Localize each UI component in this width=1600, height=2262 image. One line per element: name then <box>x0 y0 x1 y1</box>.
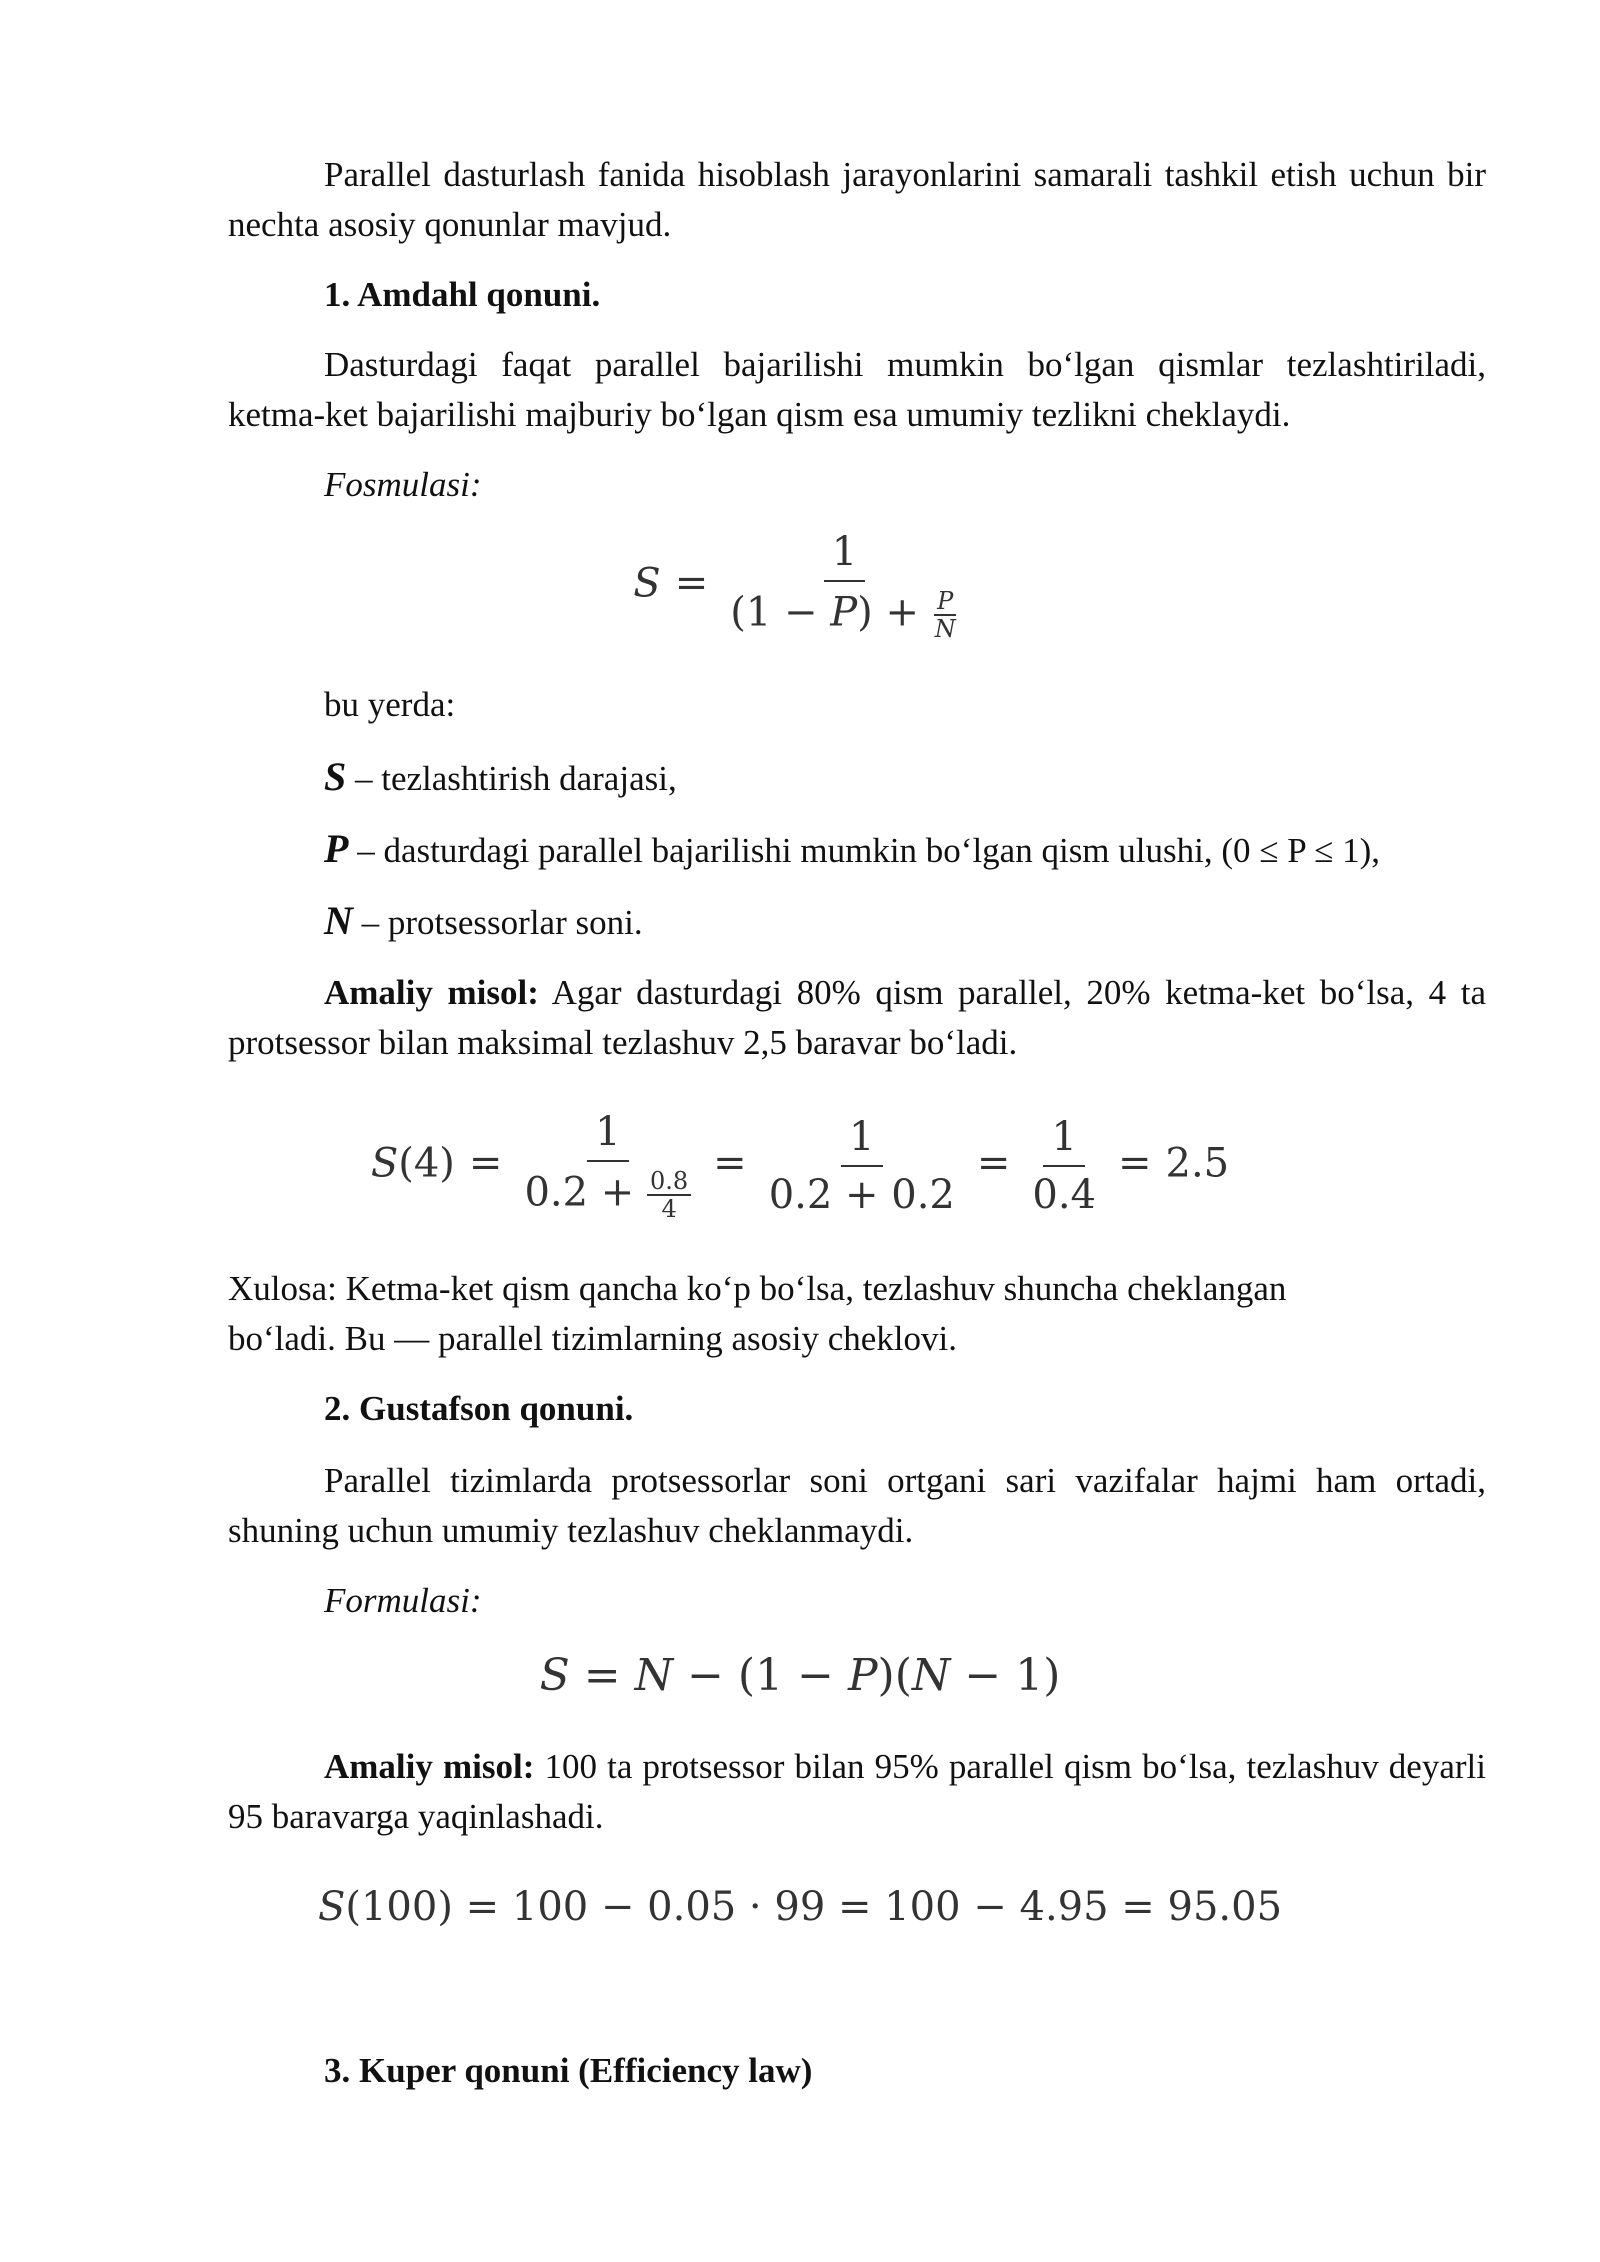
amdahl-heading: 1. Amdahl qonuni. <box>324 275 601 314</box>
gustafson-formula: S = N − (1 − P)(N − 1) <box>539 1650 1061 1701</box>
kuper-heading: 3. Kuper qonuni (Efficiency law) <box>324 2051 813 2090</box>
formula-numerator: 1 <box>824 530 865 582</box>
formula-equals: = <box>674 560 709 607</box>
gustafson-calculation: S(100) = 100 − 0.05 · 99 = 100 − 4.95 = 95.05 <box>317 1884 1283 1930</box>
amdahl-example: Amaliy misol: Agar dasturdagi 80% qism parallel, 20% ketma-ket bo‘lsa, 4 ta protsessor bilan maksimal tezlashuv 2,5 baravar bo‘ladi. <box>228 973 1486 1062</box>
calc-fraction-2: $\frac{1}{0.2 + 0.2}$ <box>768 1114 955 1219</box>
gustafson-description: Parallel tizimlarda protsessorlar soni ortgani sari vazifalar hajmi ham ortadi, shuning uchun umumiy tezlashuv cheklanmaydi. <box>228 1461 1486 1550</box>
formula-fraction <box>722 530 966 643</box>
amdahl-formula-label: Fosmulasi: <box>324 465 482 504</box>
formula-symbol-s: S <box>633 560 661 607</box>
amdahl-description: Dasturdagi faqat parallel bajarilishi mumkin bo‘lgan qismlar tezlashtiriladi, ketma-ket bajarilishi majburiy bo‘lgan qism esa umumiy tezlikni cheklaydi. <box>228 345 1486 434</box>
gustafson-formula-label: Formulasi: <box>324 1581 482 1620</box>
formula-sub-fraction: $\frac{P}{N}$ <box>934 587 956 644</box>
where-label: bu yerda: <box>324 685 456 724</box>
definition-n: N – protsessorlar soni. <box>324 898 643 943</box>
amdahl-formula <box>0 530 1600 643</box>
definition-s: S – tezlashtirish darajasi, <box>324 754 677 799</box>
formula-denominator: (1 − P) + $\frac{P}{N}$ <box>722 582 966 643</box>
definition-p: P – dasturdagi parallel bajarilishi mumkin bo‘lgan qism ulushi, (0 ≤ P ≤ 1), <box>324 826 1380 871</box>
calc-fraction-3: $\frac{1}{0.4}$ <box>1032 1114 1096 1219</box>
amdahl-calculation: S(4) = 1 0.2 + $\frac{0.8}{4}$ = $\frac{1}{0.2 + 0.2}$ = $\frac{1}{0.4}$ = 2.5 <box>370 1109 1230 1224</box>
amdahl-conclusion: Xulosa: Ketma-ket qism qancha ko‘p bo‘lsa, tezlashuv shuncha cheklangan bo‘ladi. Bu — parallel tizimlarning asosiy cheklovi. <box>228 1269 1287 1358</box>
gustafson-heading: 2. Gustafson qonuni. <box>324 1389 634 1428</box>
gustafson-example: Amaliy misol: 100 ta protsessor bilan 95% parallel qism bo‘lsa, tezlashuv deyarli 95 baravarga yaqinlashadi. <box>228 1747 1486 1836</box>
calc-result: 2.5 <box>1165 1140 1230 1187</box>
intro-paragraph: Parallel dasturlash fanida hisoblash jarayonlarini samarali tashkil etish uchun bir nechta asosiy qonunlar mavjud. <box>228 155 1486 244</box>
calc-fraction-1: 1 0.2 + $\frac{0.8}{4}$ <box>516 1110 699 1223</box>
